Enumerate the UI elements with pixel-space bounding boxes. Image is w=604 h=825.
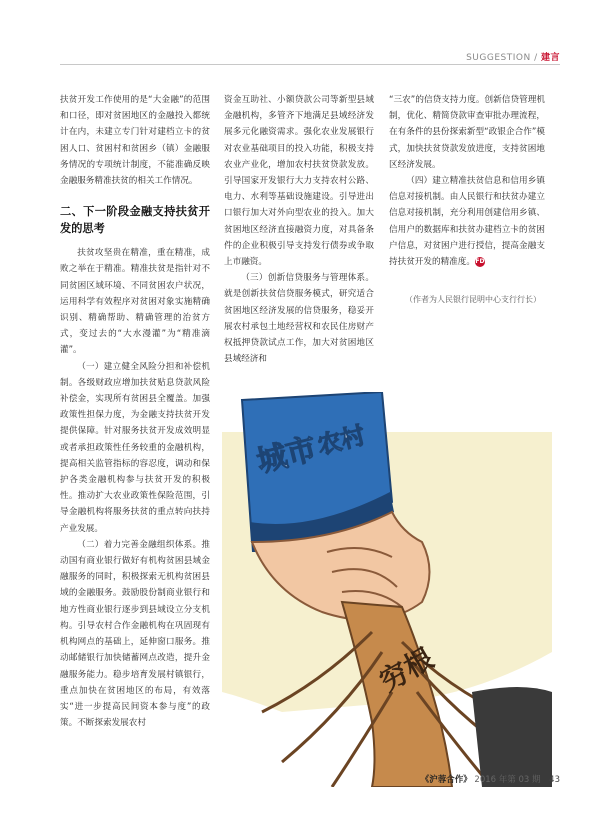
paragraph: （一）建立健全风险分担和补偿机制。各级财政应增加扶贫贴息贷款风险补偿金，实现所有贫困县全覆盖。加强政策性担保力度，为金融支持扶贫开发提供保障。针对服务扶贫开发成效明显或者承担政策性任务较重的金融机构，提高相关监管指标的容忍度，调动和保护各类金融机构参与扶贫开发的积极性。推动扩大农业政策性保险范围，引导金融机构将服务扶贫的重点转向扶持产业发展。 bbox=[60, 361, 210, 534]
paragraph: （三）创新信贷服务与管理体系。就是创新扶贫信贷服务模式，研究适合贫困地区经济发展的信贷服务，稳妥开展农村承包土地经营权和农民住房财产权抵押贷款试点工作，加大对贫困地区县域经济和 bbox=[224, 273, 374, 365]
roots-label: 穷根 bbox=[374, 641, 440, 699]
issue: 2016 年第 03 期 bbox=[474, 775, 541, 785]
paragraph: 扶贫开发工作使用的是“大金融”的范围和口径，即对贫困地区的金融投入都统计在内，未建立专门针对建档立卡的贫困人口、贫困村和贫困乡（镇）金融服务情况的专项统计制度，不能准确反映金融服务精准扶贫的相关工作情况。 bbox=[60, 95, 210, 187]
sleeve-label-city: 城市 bbox=[253, 431, 321, 480]
section-cn: 建言 bbox=[540, 53, 560, 63]
page-footer bbox=[421, 773, 560, 785]
column-2 bbox=[224, 92, 374, 367]
section-heading: 二、下一阶段金融支持扶贫开发的思考 bbox=[60, 205, 210, 236]
sleeve-label-rural: 农村 bbox=[314, 421, 369, 460]
cartoon-illustration bbox=[222, 392, 552, 787]
page-number: 43 bbox=[549, 775, 560, 785]
column-3 bbox=[389, 92, 545, 307]
author-note: （作者为人民银行昆明中心支行行长） bbox=[405, 295, 541, 305]
lower-sleeve bbox=[472, 687, 552, 787]
section-en: SUGGESTION / bbox=[466, 53, 538, 63]
column-1 bbox=[60, 92, 210, 731]
magazine-name: 《沪蓉合作》 bbox=[420, 775, 472, 785]
paragraph: 资金互助社、小额贷款公司等新型县域金融机构，多管齐下地满足县域经济发展多元化融资需求。强化农业发展银行对农业基础项目的投入功能，积极支持农业产业化，增加农村扶贫贷款发放。引导国家开发银行大力支持农村公路、电力、水利等基础设施建设。引导进出口银行加大对外向型农业的投入。加大贫困地区经济直接融资力度，对具备条件的企业积极引导支持发行债券或争取上市融资。 bbox=[224, 95, 374, 268]
paragraph bbox=[389, 173, 545, 270]
header-rule bbox=[60, 64, 560, 65]
paragraph: （二）着力完善金融组织体系。推动国有商业银行做好有机构贫困县域金融服务的同时，积极探索无机构贫困县域的金融服务。鼓励股份制商业银行和地方性商业银行逐步到县域设立分支机构。引导农村合作金融机构在巩固现有机构网点的基础上，延伸窗口服务。推动邮储银行加快储蓄网点改造，提升金融服务能力。稳步培育发展村镇银行，重点加快在贫困地区的布局，有效落实“进一步提高民间资本参与度”的政策。不断探索发展农村 bbox=[60, 539, 210, 729]
paragraph: “三农”的信贷支持力度。创新信贷管理机制，优化、精简贷款审查审批办理流程，在有条件的县份探索新型“政银企合作”模式，加快扶贫贷款发放进度，支持贫困地区经济发展。 bbox=[389, 95, 545, 170]
page-header bbox=[466, 50, 560, 63]
end-mark-icon: FD bbox=[475, 257, 485, 265]
paragraph-text: （四）建立精准扶贫信息和信用乡镇信息对接机制。由人民银行和扶贫办建立信息对接机制，充分利用创建信用乡镇、信用户的数据库和扶贫办建档立卡的贫困户信息，对贫困户进行授信，提高金融支持扶贫开发的精准度。 bbox=[389, 176, 545, 268]
paragraph: 扶贫攻坚贵在精准，重在精准，成败之举在于精准。精准扶贫是指针对不同贫困区域环境、不同贫困农户状况，运用科学有效程序对贫困对象实施精确识别、精确帮助、精确管理的治贫方式，变过去的“大水漫灌”为“精准滴灌”。 bbox=[60, 248, 210, 356]
